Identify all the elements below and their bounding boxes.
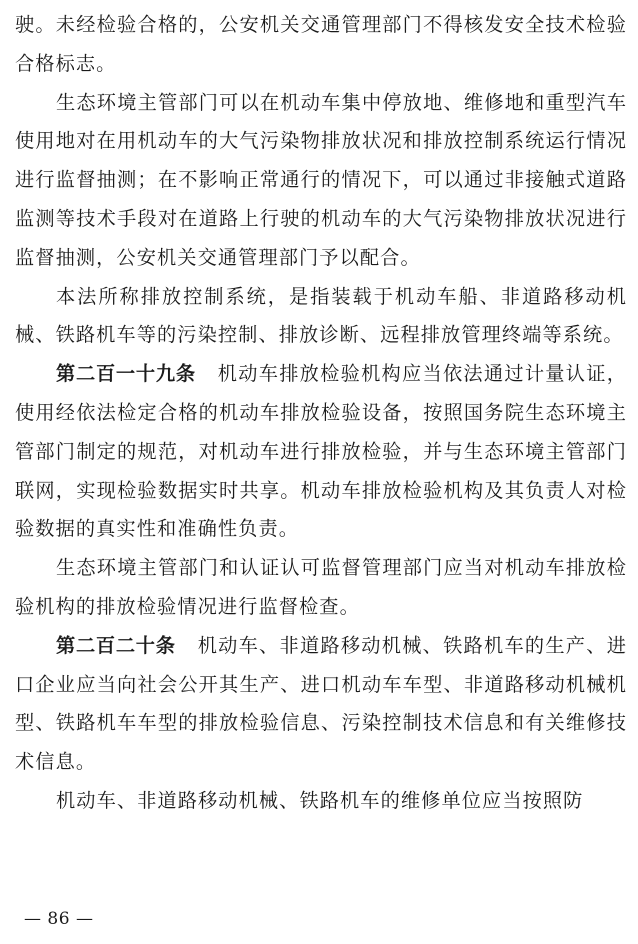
article-paragraph [15, 627, 627, 782]
article-paragraph [15, 355, 627, 549]
paragraph-text: 机动车、非道路移动机械、铁路机车的生产、进口企业应当向社会公开其生产、进口机动车车型、非道路移动机械机型、铁路机车车型的排放检验信息、污染控制技术信息和有关维修技术信息。 [15, 633, 627, 774]
paragraph [15, 6, 627, 84]
paragraph-text: 机动车排放检验机构应当依法通过计量认证，使用经依法检定合格的机动车排放检验设备，按照国务院生态环境主管部门制定的规范，对机动车进行排放检验，并与生态环境主管部门联网，实现检验数据实时共享。机动车排放检验机构及其负责人对检验数据的真实性和准确性负责。 [15, 362, 628, 541]
paragraph [15, 84, 627, 278]
paragraph-text: 生态环境主管部门可以在机动车集中停放地、维修地和重型汽车使用地对在用机动车的大气污染物排放状况和排放控制系统运行情况进行监督抽测；在不影响正常通行的情况下，可以通过非接触式道路监测等技术手段对在道路上行驶的机动车的大气污染物排放状况进行监督抽测，公安机关交通管理部门予以配合。 [15, 90, 627, 269]
paragraph [15, 782, 627, 821]
paragraph-text: 本法所称排放控制系统，是指装载于机动车船、非道路移动机械、铁路机车等的污染控制、排放诊断、远程排放管理终端等系统。 [15, 284, 627, 347]
page-number: — 86 — [24, 909, 94, 929]
body-text [15, 6, 627, 821]
paragraph-text: 驶。未经检验合格的，公安机关交通管理部门不得核发安全技术检验合格标志。 [15, 13, 627, 75]
article-number: 第二百一十九条 [56, 362, 196, 386]
paragraph [15, 549, 627, 627]
paragraph-text: 生态环境主管部门和认证认可监督管理部门应当对机动车排放检验机构的排放检验情况进行监督检查。 [15, 556, 627, 618]
paragraph-text: 机动车、非道路移动机械、铁路机车的维修单位应当按照防 [56, 788, 584, 812]
article-number: 第二百二十条 [56, 633, 176, 657]
paragraph [15, 278, 627, 356]
